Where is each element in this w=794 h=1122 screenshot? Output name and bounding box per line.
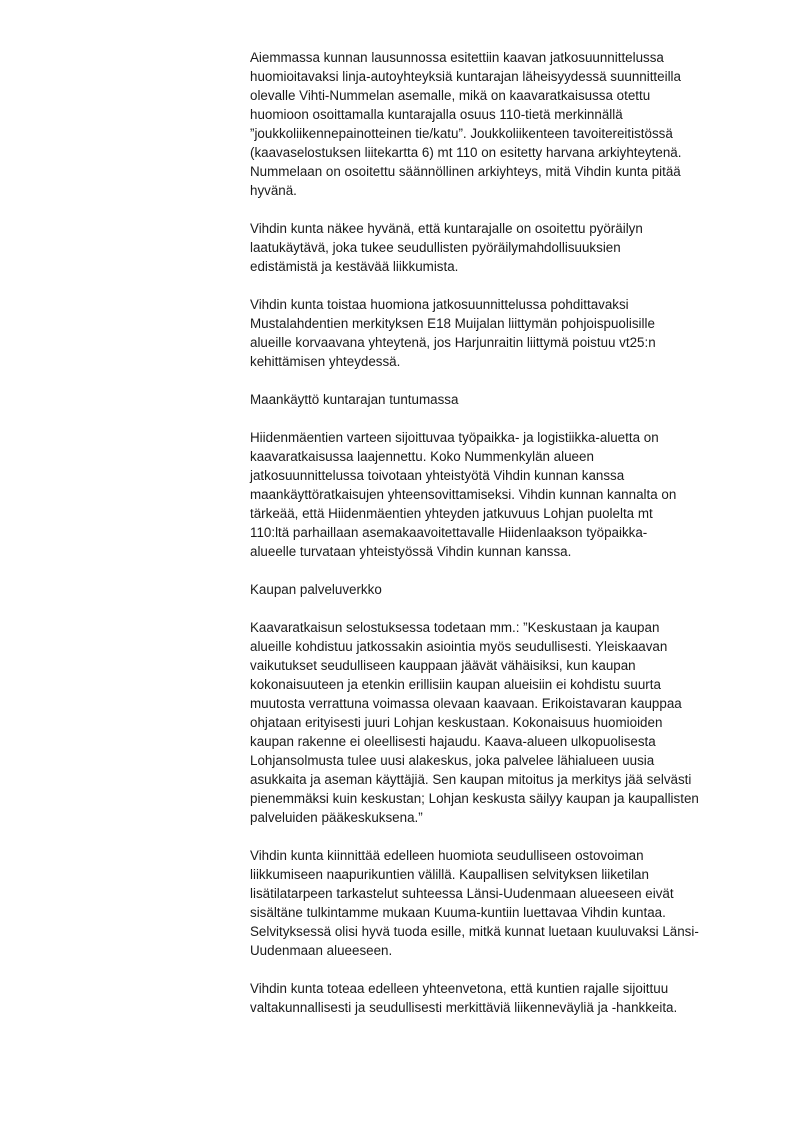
text-line: sisältäne tulkintamme mukaan Kuuma-kuntiin luettavaa Vihdin kuntaa. — [250, 905, 666, 920]
text-line: kaavaratkaisussa laajennettu. Koko Nummenkylän alueen — [250, 449, 594, 464]
text-line: Nummelaan on osoitettu säännöllinen arkiyhteys, mitä Vihdin kunta pitää — [250, 164, 681, 179]
text-line: tärkeää, että Hiidenmäentien yhteyden jatkuvuus Lohjan puolelta mt — [250, 506, 653, 521]
text-line: kehittämisen yhteydessä. — [250, 354, 401, 369]
text-line: Kaupan palveluverkko — [250, 582, 382, 597]
body-paragraph — [250, 295, 750, 371]
text-line: ”joukkoliikennepainotteinen tie/katu”. Joukkoliikenteen tavoitereitistössä — [250, 126, 673, 141]
text-line: Hiidenmäentien varteen sijoittuvaa työpaikka- ja logistiikka-aluetta on — [250, 430, 659, 445]
body-paragraph — [250, 428, 750, 561]
section-heading — [250, 390, 750, 409]
text-line: huomioitavaksi linja-autoyhteyksiä kuntarajan läheisyydessä suunnitteilla — [250, 69, 681, 84]
text-line: alueille korvaavana yhteytenä, jos Harjunraitin liittymä poistuu vt25:n — [250, 335, 656, 350]
text-line: maankäyttöratkaisujen yhteensovittamiseksi. Vihdin kunnan kannalta on — [250, 487, 677, 502]
text-line: huomioon osoittamalla kuntarajalla osuus 110-tietä merkinnällä — [250, 107, 623, 122]
text-line: Vihdin kunta näkee hyvänä, että kuntarajalle on osoitettu pyöräilyn — [250, 221, 643, 236]
text-line: lisätilatarpeen tarkastelut suhteessa Länsi-Uudenmaan alueeseen eivät — [250, 886, 674, 901]
text-line: 110:ltä parhaillaan asemakaavoitettavalle Hiidenlaakson työpaikka- — [250, 525, 648, 540]
text-line: Maankäyttö kuntarajan tuntumassa — [250, 392, 459, 407]
text-line: hyvänä. — [250, 183, 297, 198]
text-line: Aiemmassa kunnan lausunnossa esitettiin kaavan jatkosuunnittelussa — [250, 50, 664, 65]
document-page — [250, 48, 750, 1036]
text-line: kokonaisuuteen ja etenkin erillisiin kaupan alueisiin ei kohdistu suurta — [250, 677, 661, 692]
text-line: olevalle Vihti-Nummelan asemalle, mikä on kaavaratkaisussa otettu — [250, 88, 651, 103]
text-line: alueelle turvataan yhteistyössä Vihdin kunnan kanssa. — [250, 544, 572, 559]
text-line: Vihdin kunta toteaa edelleen yhteenvetona, että kuntien rajalle sijoittuu — [250, 981, 669, 996]
text-line: vaikutukset seudulliseen kauppaan jäävät vähäisiksi, kun kaupan — [250, 658, 636, 673]
body-paragraph — [250, 846, 750, 960]
text-line: ohjataan erityisesti juuri Lohjan keskustaan. Kokonaisuus huomioiden — [250, 715, 663, 730]
text-line: Kaavaratkaisun selostuksessa todetaan mm.: ”Keskustaan ja kaupan — [250, 620, 660, 635]
text-line: kaupan rakenne ei oleellisesti hajaudu. Kaava-alueen ulkopuolisesta — [250, 734, 656, 749]
text-line: Vihdin kunta toistaa huomiona jatkosuunnittelussa pohdittavaksi — [250, 297, 629, 312]
body-paragraph — [250, 219, 750, 276]
text-line: jatkosuunnittelussa toivotaan yhteistyötä Vihdin kunnan kanssa — [250, 468, 625, 483]
text-line: (kaavaselostuksen liitekartta 6) mt 110 on esitetty harvana arkiyhteytenä. — [250, 145, 682, 160]
text-line: Selvityksessä olisi hyvä tuoda esille, mitkä kunnat luetaan kuuluvaksi Länsi- — [250, 924, 699, 939]
text-line: laatukäytävä, joka tukee seudullisten pyöräilymahdollisuuksien — [250, 240, 621, 255]
text-line: Mustalahdentien merkityksen E18 Muijalan liittymän pohjoispuolisille — [250, 316, 655, 331]
text-line: pienemmäksi kuin keskustan; Lohjan keskusta säilyy kaupan ja kaupallisten — [250, 791, 699, 806]
text-line: Uudenmaan alueeseen. — [250, 943, 393, 958]
body-paragraph — [250, 618, 750, 827]
text-line: Vihdin kunta kiinnittää edelleen huomiota seudulliseen ostovoiman — [250, 848, 644, 863]
text-line: alueille kohdistuu jatkossakin asiointia myös seudullisesti. Yleiskaavan — [250, 639, 668, 654]
body-paragraph — [250, 48, 750, 200]
text-line: valtakunnallisesti ja seudullisesti merkittäviä liikenneväyliä ja -hankkeita. — [250, 1000, 678, 1015]
text-line: muutosta verrattuna voimassa olevaan kaavaan. Erikoistavaran kauppaa — [250, 696, 682, 711]
text-line: liikkumiseen naapurikuntien välillä. Kaupallisen selvityksen liiketilan — [250, 867, 649, 882]
body-paragraph — [250, 979, 750, 1017]
text-line: asukkaita ja aseman käyttäjiä. Sen kaupan mitoitus ja merkitys jää selvästi — [250, 772, 692, 787]
text-line: edistämistä ja kestävää liikkumista. — [250, 259, 459, 274]
text-line: palveluiden pääkeskuksena.” — [250, 810, 423, 825]
text-line: Lohjansolmusta tulee uusi alakeskus, joka palvelee lähialueen uusia — [250, 753, 655, 768]
section-heading — [250, 580, 750, 599]
